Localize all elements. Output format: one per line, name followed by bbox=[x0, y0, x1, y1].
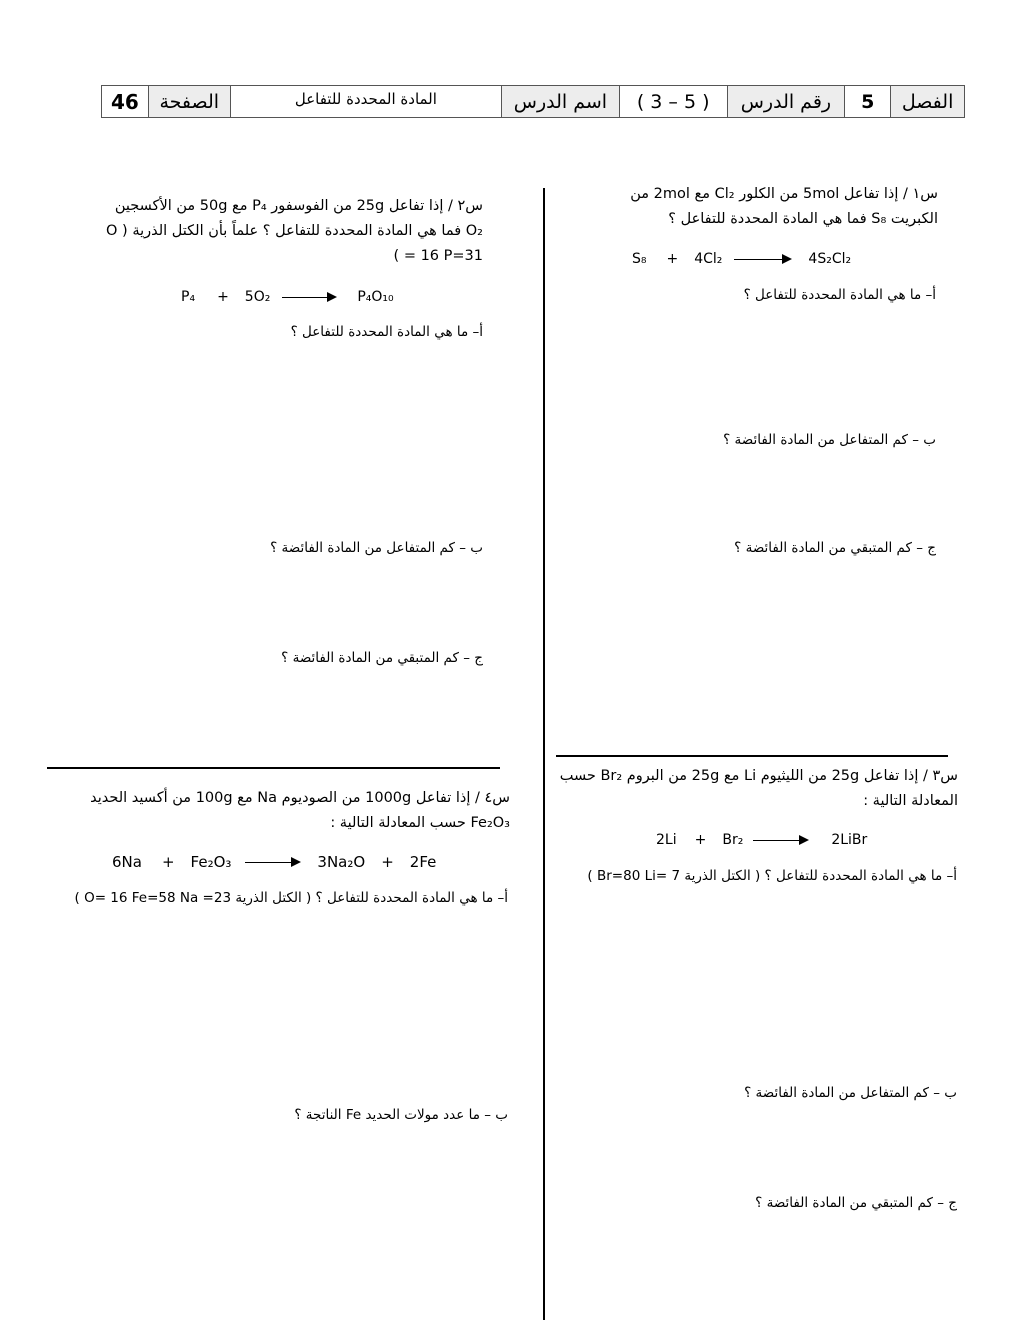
eq3-arrow-icon bbox=[753, 834, 809, 846]
question-2-text: س٢ / إذا تفاعل 25g من الفوسفور P₄ مع 50g من الأكسجين O₂ فما هي المادة المحددة للتفاعل ؟ علماً بأن الكتل الذرية ( O = 16 P=31 ) bbox=[106, 198, 483, 264]
question-1-text: س١ / إذا تفاعل 5mol من الكلور Cl₂ مع 2mol من الكبريت S₈ فما هي المادة المحددة للتفاعل ؟ bbox=[630, 186, 938, 227]
question-3-part-b: ب – كم المتفاعل من المادة الفائضة ؟ bbox=[744, 1085, 957, 1101]
eq3-reactant-2: Br₂ bbox=[722, 832, 744, 848]
chapter-label: الفصل bbox=[890, 86, 964, 117]
right-section-divider bbox=[556, 755, 948, 757]
left-section-divider bbox=[47, 767, 500, 769]
eq4-plus: + bbox=[161, 853, 175, 871]
question-4-equation bbox=[112, 853, 436, 871]
question-2-part-a: أ– ما هي المادة المحددة للتفاعل ؟ bbox=[290, 324, 483, 340]
eq4-product-1: 3Na₂O bbox=[317, 853, 366, 871]
eq1-reactant-2: 4Cl₂ bbox=[694, 251, 723, 267]
page-label: الصفحة bbox=[148, 86, 230, 117]
eq1-arrow-icon bbox=[734, 253, 792, 265]
eq2-plus: + bbox=[217, 289, 229, 305]
eq4-plus-2: + bbox=[381, 853, 394, 871]
question-1-equation bbox=[632, 251, 851, 267]
lesson-number-value: ( 3 – 5 ) bbox=[619, 86, 727, 117]
eq3-reactant-1: 2Li bbox=[656, 832, 677, 848]
question-3-equation bbox=[656, 832, 867, 848]
eq4-product-2: 2Fe bbox=[409, 853, 437, 871]
question-3-part-a: أ– ما هي المادة المحددة للتفاعل ؟ ( الكتل الذرية Br=80 Li= 7 ) bbox=[587, 868, 957, 884]
eq3-product: 2LiBr bbox=[831, 832, 868, 848]
question-2-equation bbox=[181, 289, 394, 305]
question-4-text: س٤ / إذا تفاعل 1000g من الصوديوم Na مع 100g من أكسيد الحديد Fe₂O₃ حسب المعادلة التالية : bbox=[90, 790, 510, 831]
question-3-part-c: ج – كم المتبقي من المادة الفائضة ؟ bbox=[755, 1195, 957, 1211]
eq3-plus: + bbox=[694, 832, 707, 848]
eq4-arrow-icon bbox=[245, 856, 301, 868]
page-number: 46 bbox=[111, 89, 139, 114]
question-4-part-b: ب – ما عدد مولات الحديد Fe الناتجة ؟ bbox=[294, 1107, 508, 1123]
eq2-reactant-2: 5O₂ bbox=[244, 289, 271, 305]
eq1-plus: + bbox=[666, 251, 679, 267]
eq4-reactant-1: 6Na bbox=[112, 853, 142, 871]
lesson-name-label: اسم الدرس bbox=[501, 86, 619, 117]
question-3-text: س٣ / إذا تفاعل 25g من الليثيوم Li مع 25g من البروم Br₂ حسب المعادلة التالية : bbox=[559, 768, 958, 809]
question-1-part-a: أ– ما هي المادة المحددة للتفاعل ؟ bbox=[743, 287, 936, 303]
chapter-value: 5 bbox=[844, 86, 890, 117]
header-table bbox=[101, 85, 965, 118]
vertical-divider bbox=[543, 188, 545, 1320]
eq4-reactant-2: Fe₂O₃ bbox=[190, 853, 232, 871]
question-1-part-c: ج – كم المتبقي من المادة الفائضة ؟ bbox=[734, 540, 936, 556]
eq1-product: 4S₂Cl₂ bbox=[808, 251, 852, 267]
lesson-name-value: المادة المحددة للتفاعل bbox=[230, 86, 501, 117]
question-2-part-b: ب – كم المتفاعل من المادة الفائضة ؟ bbox=[270, 540, 483, 556]
eq2-reactant-1: P₄ bbox=[181, 289, 196, 305]
question-1-part-b: ب – كم المتفاعل من المادة الفائضة ؟ bbox=[723, 432, 936, 448]
question-2-part-c: ج – كم المتبقي من المادة الفائضة ؟ bbox=[281, 650, 483, 666]
question-4-part-a: أ– ما هي المادة المحددة للتفاعل ؟ ( الكتل الذرية O= 16 Fe=58 Na =23 ) bbox=[74, 890, 508, 906]
lesson-number-label: رقم الدرس bbox=[727, 86, 845, 117]
eq2-arrow-icon bbox=[282, 291, 337, 303]
eq2-product: P₄O₁₀ bbox=[357, 289, 394, 305]
eq1-reactant-1: S₈ bbox=[632, 251, 647, 267]
